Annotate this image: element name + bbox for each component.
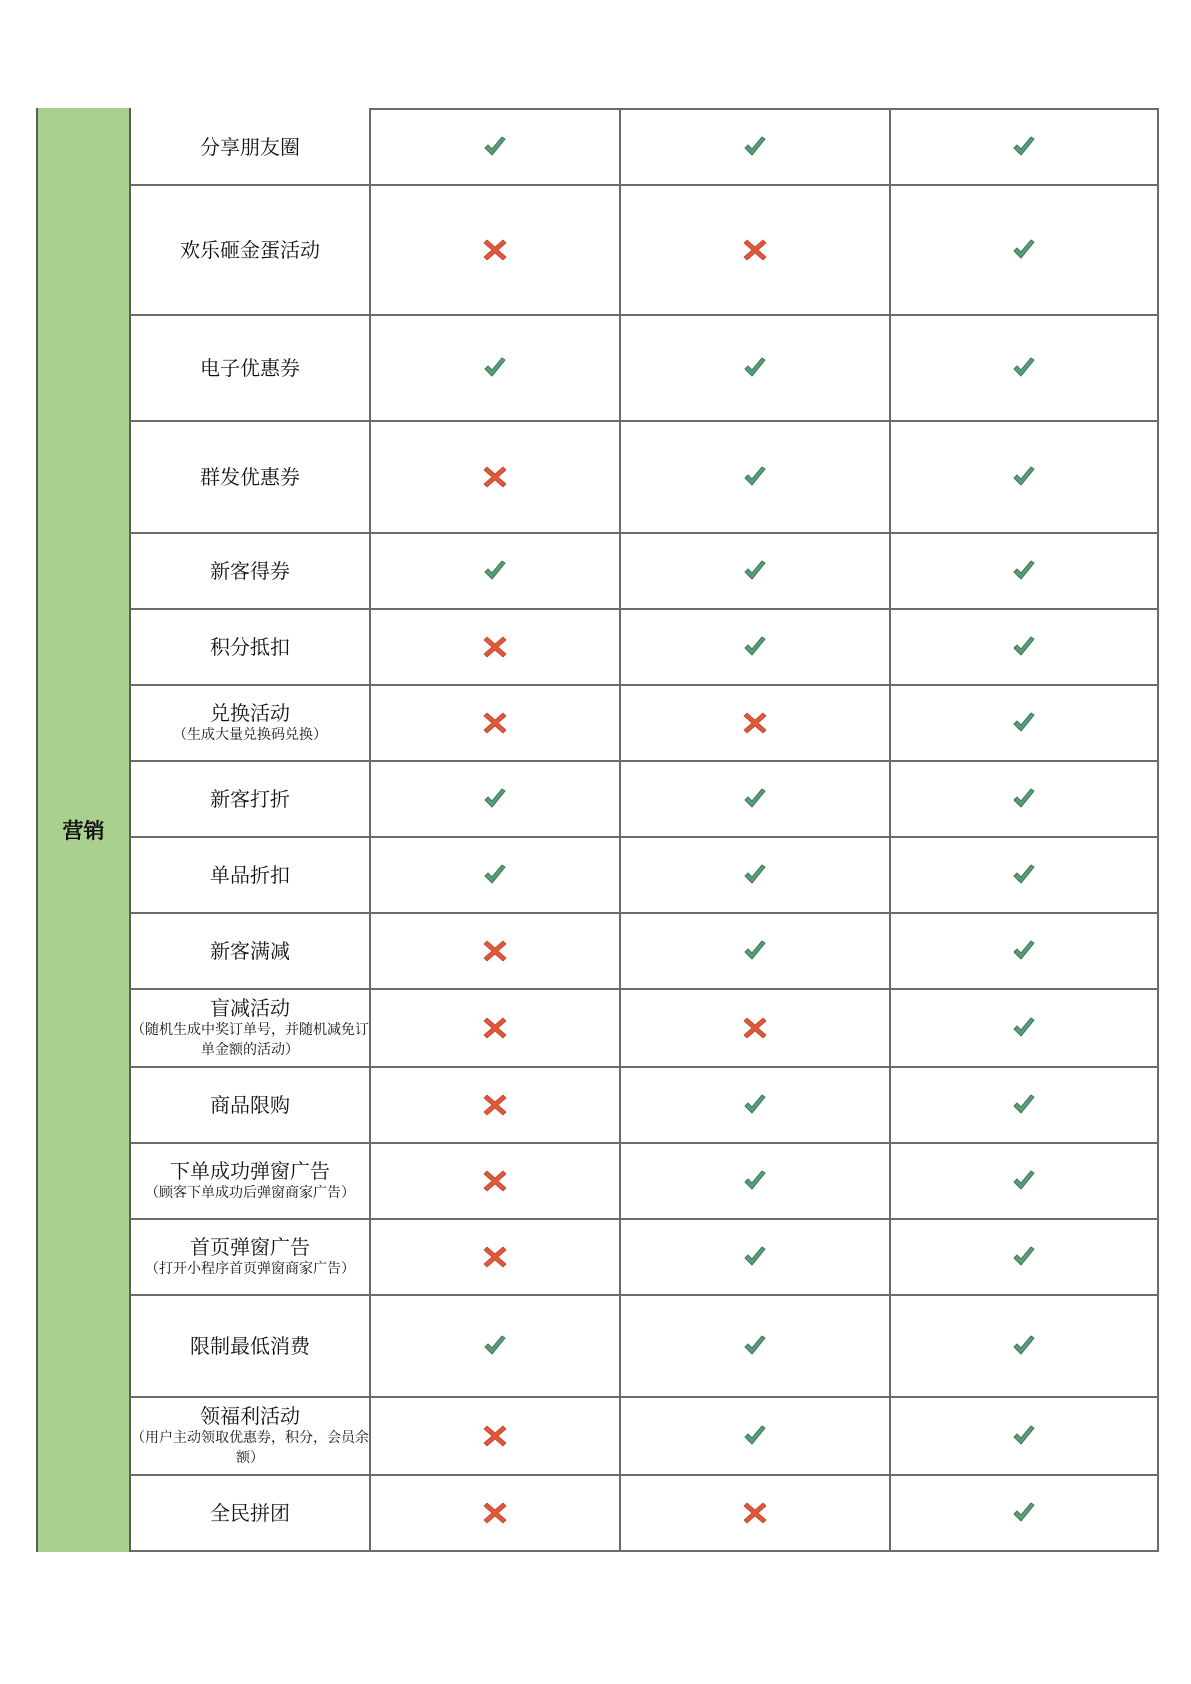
plan-1-cell <box>371 1476 621 1550</box>
plan-3-cell <box>891 534 1157 608</box>
table-row <box>371 762 1157 838</box>
feature-name-cell <box>131 1476 369 1552</box>
plan-1-cell <box>371 186 621 314</box>
plan-2-cell <box>621 1476 891 1550</box>
cross-icon <box>482 634 508 660</box>
plan-2-cell <box>621 1068 891 1142</box>
feature-name: 限制最低消费 <box>190 1334 310 1358</box>
check-icon <box>1011 558 1037 584</box>
feature-name-cell <box>131 1296 369 1398</box>
plan-2-cell <box>621 838 891 912</box>
plan-2-cell <box>621 110 891 184</box>
table-row <box>371 110 1157 186</box>
feature-name-cell <box>131 838 369 914</box>
feature-name: 新客满减 <box>210 939 290 963</box>
feature-name-cell <box>131 186 369 316</box>
plan-2-cell <box>621 534 891 608</box>
plan-3-cell <box>891 1476 1157 1550</box>
check-icon <box>1011 1244 1037 1270</box>
cross-icon <box>742 710 768 736</box>
check-icon <box>1011 1168 1037 1194</box>
feature-name-cell <box>131 686 369 762</box>
check-icon <box>742 938 768 964</box>
cross-icon <box>482 464 508 490</box>
check-icon <box>742 1168 768 1194</box>
plan-3-cell <box>891 1144 1157 1218</box>
feature-name: 单品折扣 <box>210 863 290 887</box>
plan-3-cell <box>891 316 1157 420</box>
table-row <box>371 1296 1157 1398</box>
feature-name: 新客打折 <box>210 787 290 811</box>
check-icon <box>1011 786 1037 812</box>
cross-icon <box>742 1500 768 1526</box>
plan-2-cell <box>621 1220 891 1294</box>
feature-name-cell <box>131 990 369 1068</box>
feature-name: 领福利活动 <box>200 1404 300 1428</box>
table-row <box>371 1144 1157 1220</box>
cross-icon <box>482 1244 508 1270</box>
cross-icon <box>742 1015 768 1041</box>
plan-1-cell <box>371 1398 621 1474</box>
feature-note: （用户主动领取优惠券，积分，会员余额） <box>131 1430 369 1466</box>
plan-3-cell <box>891 1220 1157 1294</box>
feature-name: 盲减活动 <box>210 996 290 1020</box>
plan-1-cell <box>371 534 621 608</box>
check-icon <box>482 1333 508 1359</box>
feature-name: 全民拼团 <box>210 1501 290 1525</box>
check-icon <box>1011 1333 1037 1359</box>
feature-name-cell <box>131 534 369 610</box>
feature-name: 下单成功弹窗广告 <box>170 1159 330 1183</box>
feature-name: 积分抵扣 <box>210 635 290 659</box>
plan-3-cell <box>891 186 1157 314</box>
table-row <box>371 686 1157 762</box>
table-row <box>371 186 1157 316</box>
plan-2-cell <box>621 1296 891 1396</box>
check-icon <box>742 464 768 490</box>
category-label: 营销 <box>62 819 105 843</box>
check-icon <box>1011 134 1037 160</box>
plan-3-cell <box>891 686 1157 760</box>
check-icon <box>742 1423 768 1449</box>
table-row <box>371 1476 1157 1552</box>
plan-1-cell <box>371 1144 621 1218</box>
check-icon <box>1011 1500 1037 1526</box>
table-row <box>371 1220 1157 1296</box>
check-icon <box>1011 355 1037 381</box>
plan-1-cell <box>371 686 621 760</box>
plan-2-cell <box>621 686 891 760</box>
plan-1-cell <box>371 838 621 912</box>
check-icon <box>482 558 508 584</box>
check-icon <box>742 634 768 660</box>
plan-1-cell <box>371 1220 621 1294</box>
feature-name: 分享朋友圈 <box>200 135 300 159</box>
plan-1-cell <box>371 610 621 684</box>
plan-2-cell <box>621 914 891 988</box>
plan-1-cell <box>371 422 621 532</box>
table-row <box>371 316 1157 422</box>
plan-2-cell <box>621 422 891 532</box>
check-icon <box>1011 1423 1037 1449</box>
category-cell <box>36 108 129 1552</box>
plan-2-cell <box>621 186 891 314</box>
feature-name: 电子优惠券 <box>200 356 300 380</box>
feature-name-cell <box>131 422 369 534</box>
check-icon <box>1011 710 1037 736</box>
feature-name-cell <box>131 316 369 422</box>
check-icon <box>1011 1092 1037 1118</box>
check-icon <box>482 786 508 812</box>
check-icon <box>742 862 768 888</box>
plan-3-cell <box>891 1398 1157 1474</box>
check-icon <box>742 1333 768 1359</box>
cross-icon <box>482 237 508 263</box>
check-icon <box>1011 237 1037 263</box>
cross-icon <box>482 710 508 736</box>
table-row <box>371 838 1157 914</box>
feature-name-column <box>129 108 369 1552</box>
feature-note: （生成大量兑换码兑换） <box>173 727 327 743</box>
feature-note: （顾客下单成功后弹窗商家广告） <box>145 1185 355 1201</box>
feature-name: 欢乐砸金蛋活动 <box>180 238 320 262</box>
plan-3-cell <box>891 1296 1157 1396</box>
feature-name-cell <box>131 1144 369 1220</box>
table-row <box>371 1068 1157 1144</box>
cross-icon <box>742 237 768 263</box>
plan-1-cell <box>371 110 621 184</box>
plan-3-cell <box>891 914 1157 988</box>
feature-note: （随机生成中奖订单号，并随机减免订单金额的活动） <box>131 1022 369 1058</box>
table-row <box>371 1398 1157 1476</box>
feature-name: 兑换活动 <box>210 701 290 725</box>
plan-3-cell <box>891 762 1157 836</box>
cross-icon <box>482 1168 508 1194</box>
plan-2-cell <box>621 990 891 1066</box>
check-icon <box>1011 464 1037 490</box>
plan-1-cell <box>371 914 621 988</box>
table-row <box>371 422 1157 534</box>
plan-3-cell <box>891 990 1157 1066</box>
feature-name: 首页弹窗广告 <box>190 1235 310 1259</box>
check-icon <box>1011 862 1037 888</box>
feature-name-cell <box>131 762 369 838</box>
feature-note: （打开小程序首页弹窗商家广告） <box>145 1261 355 1277</box>
plan-3-cell <box>891 838 1157 912</box>
table-row <box>371 990 1157 1068</box>
feature-name: 新客得券 <box>210 559 290 583</box>
check-icon <box>742 786 768 812</box>
plan-1-cell <box>371 990 621 1066</box>
cross-icon <box>482 1092 508 1118</box>
plan-1-cell <box>371 1068 621 1142</box>
check-icon <box>742 558 768 584</box>
check-icon <box>1011 634 1037 660</box>
check-icon <box>1011 1015 1037 1041</box>
plan-comparison-grid <box>369 108 1159 1552</box>
check-icon <box>742 1244 768 1270</box>
plan-3-cell <box>891 110 1157 184</box>
check-icon <box>482 134 508 160</box>
cross-icon <box>482 1015 508 1041</box>
cross-icon <box>482 1423 508 1449</box>
feature-name-cell <box>131 1220 369 1296</box>
plan-2-cell <box>621 1398 891 1474</box>
plan-2-cell <box>621 1144 891 1218</box>
plan-2-cell <box>621 316 891 420</box>
table-row <box>371 534 1157 610</box>
check-icon <box>742 1092 768 1118</box>
plan-3-cell <box>891 1068 1157 1142</box>
feature-name: 商品限购 <box>210 1093 290 1117</box>
check-icon <box>1011 938 1037 964</box>
check-icon <box>482 862 508 888</box>
table-row <box>371 914 1157 990</box>
check-icon <box>482 355 508 381</box>
check-icon <box>742 355 768 381</box>
plan-3-cell <box>891 422 1157 532</box>
check-icon <box>742 134 768 160</box>
cross-icon <box>482 1500 508 1526</box>
feature-name-cell <box>131 1068 369 1144</box>
feature-name-cell <box>131 914 369 990</box>
feature-name: 群发优惠券 <box>200 465 300 489</box>
feature-name-cell <box>131 610 369 686</box>
plan-1-cell <box>371 762 621 836</box>
plan-2-cell <box>621 762 891 836</box>
plan-2-cell <box>621 610 891 684</box>
plan-1-cell <box>371 316 621 420</box>
feature-name-cell <box>131 110 369 186</box>
feature-name-cell <box>131 1398 369 1476</box>
plan-1-cell <box>371 1296 621 1396</box>
table-row <box>371 610 1157 686</box>
cross-icon <box>482 938 508 964</box>
plan-3-cell <box>891 610 1157 684</box>
